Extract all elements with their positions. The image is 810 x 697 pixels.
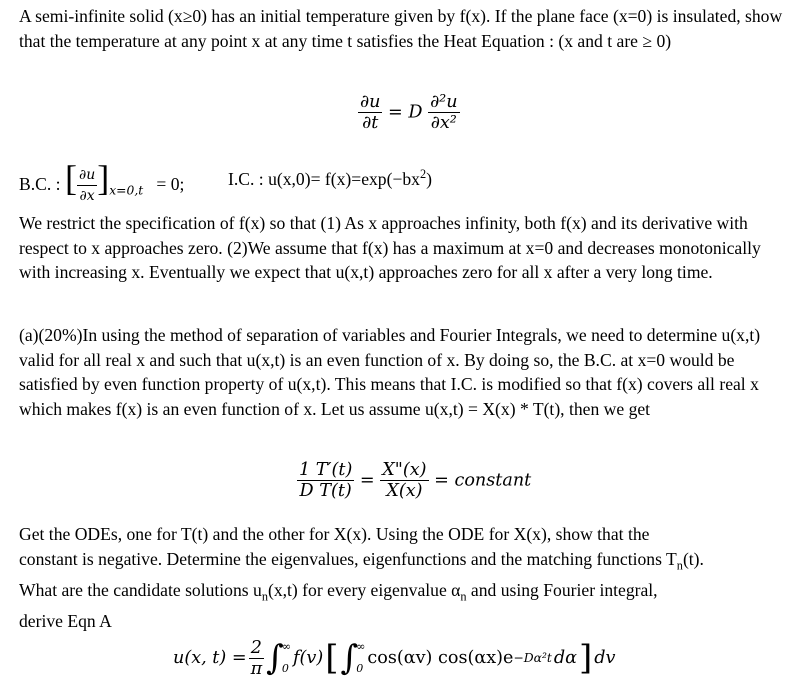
initial-condition: I.C. : $u(x,0)= f(x)=\exp(-bx^2)$ (228, 167, 432, 189)
assumptions-paragraph: We restrict the specification of f(x) so that (1) As x approaches infinity, both f(x) and its derivative with respect to x approaches zero. (2)We assume that f(x) has a maximum at x=0 and decreases monotonically with increasing x. Eventually we expect that u(x,t) approaches zero for all x after a very long time. (19, 213, 761, 282)
equation-a: u(x, t) = $\frac{2}{\pi}$ ∫ ∞ 0 f(v) [ ∫ ∞ 0 cos(αv) cos(αx)e −Dα²t dα ] dv (173, 637, 616, 679)
ode-instructions: Get the ODEs, one for T(t) and the other for X(x). Using the ODE for X(x), show that the constant is negative. Determine the eigenvalues, eigenfunctions and the matching functions $T_n(t)$. What are the candidate solutions $u_n(x,t)$ for every eigenvalue $\alpha_n$ and using Fourier integral, derive Eqn A (19, 524, 704, 631)
heat-equation: $\frac{\partial u}{\partial t}$ = D $\frac{\text{∂²u}}{\text{∂x²}}$ (360, 92, 458, 133)
du-dt-fraction: $\frac{\partial u}{\partial t}$ (360, 92, 381, 133)
d2u-dx2-fraction: $\frac{\text{∂²u}}{\text{∂x²}}$ (430, 92, 458, 133)
separation-equation: $\frac{1 T'(t)}{\text{D T(t)}}$ = $\frac{X"(x)}{X(x)}$ = constant (299, 460, 532, 501)
problem-statement: A semi-infinite solid (x≥0) has an initial temperature given by f(x). If the plane face (x=0) is insulated, show that the temperature at any point x at any time t satisfies the Heat Equation : (x and t are ≥ 0) (19, 6, 783, 51)
part-a-paragraph: (a)(20%)In using the method of separation of variables and Fourier Integrals, we need to determine u(x,t) valid for all real x and such that u(x,t) is an even function of x. By doing so, the B.C. at x=0 would be satisfied by even function property of u(x,t). This means that I.C. is modified so that f(x) covers all real x which makes f(x) is an even function of x. Let us assume u(x,t) = X(x) * T(t), then we get (19, 325, 761, 419)
boundary-condition: B.C. : [ $\frac{\partial u}{\partial x}$ ]$_{x=0,t}$ = 0; (19, 158, 185, 205)
